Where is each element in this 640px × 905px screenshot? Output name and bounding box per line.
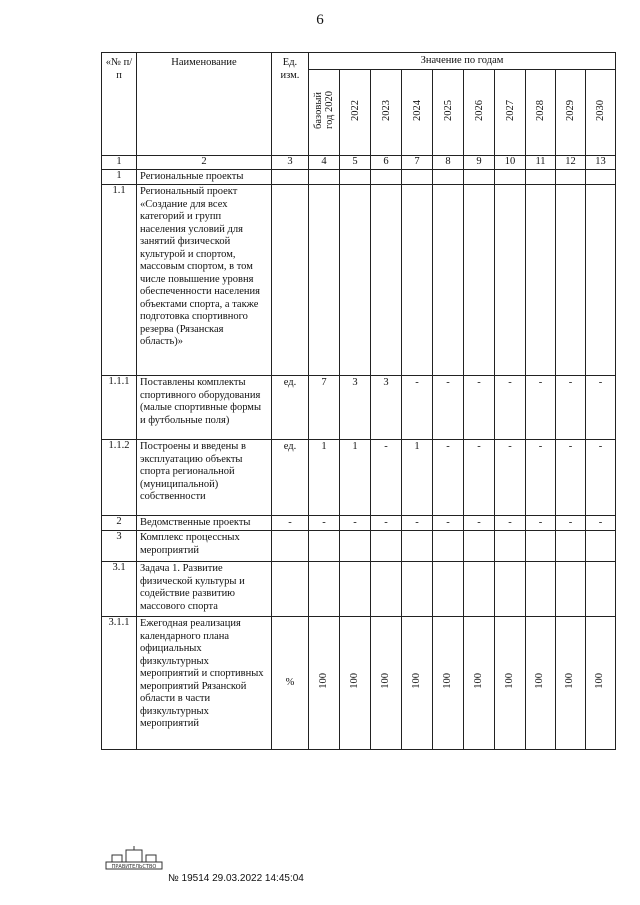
row-unit: - (272, 516, 309, 531)
row-unit (272, 170, 309, 185)
row-value: - (464, 516, 495, 531)
header-year-3: 2024 (402, 70, 433, 156)
header-row-1 (102, 53, 616, 70)
header-year-2: 2023 (371, 70, 402, 156)
row-name: Поставлены комплекты спортивного оборудования (малые спортивные формы и футбольные поля) (137, 376, 272, 440)
government-seal-icon (104, 846, 164, 872)
row-value: 3 (371, 376, 402, 440)
row-value (464, 170, 495, 185)
header-year-1: 2022 (340, 70, 371, 156)
row-value: - (402, 516, 433, 531)
row-value: 100 (464, 617, 495, 750)
row-value (526, 531, 556, 562)
row-value: - (433, 376, 464, 440)
row-value (586, 562, 616, 617)
row-number: 3 (102, 531, 137, 562)
header-num: «№ п/п (102, 53, 137, 156)
row-value: 100 (495, 617, 526, 750)
seal-stamp (104, 846, 164, 877)
row-value (526, 185, 556, 376)
header-unit: Ед. изм. (272, 53, 309, 156)
column-number: 1 (102, 156, 137, 170)
row-unit (272, 185, 309, 376)
row-value (526, 170, 556, 185)
row-value (433, 531, 464, 562)
row-name: Ведомственные проекты (137, 516, 272, 531)
row-value: - (402, 376, 433, 440)
row-value (340, 170, 371, 185)
row-unit: ед. (272, 440, 309, 516)
column-number: 3 (272, 156, 309, 170)
row-value: - (371, 516, 402, 531)
row-value: 100 (371, 617, 402, 750)
page-number: 6 (316, 12, 324, 28)
column-number: 10 (495, 156, 526, 170)
column-number: 8 (433, 156, 464, 170)
header-year-5: 2026 (464, 70, 495, 156)
row-name: Региональный проект «Создание для всех категорий и групп населения условий для занятий физической культурой и спортом, массовым спортом, в том числе повышение уровня обеспеченности населения объектами спорта, а также подготовка спортивного резерва (Рязанская область)» (137, 185, 272, 376)
table-row (102, 617, 616, 750)
header-year-8: 2029 (556, 70, 586, 156)
table-row (102, 516, 616, 531)
column-number: 2 (137, 156, 272, 170)
header-year-7: 2028 (526, 70, 556, 156)
row-value (586, 170, 616, 185)
row-value: 100 (402, 617, 433, 750)
row-value: - (433, 440, 464, 516)
row-value (402, 170, 433, 185)
header-year-6: 2027 (495, 70, 526, 156)
row-number: 1.1.1 (102, 376, 137, 440)
row-value: 100 (556, 617, 586, 750)
row-value (371, 562, 402, 617)
row-value: 100 (340, 617, 371, 750)
row-number: 1 (102, 170, 137, 185)
row-value (402, 531, 433, 562)
row-value: - (586, 516, 616, 531)
row-unit (272, 531, 309, 562)
row-value: - (556, 440, 586, 516)
row-value (586, 531, 616, 562)
table-row (102, 185, 616, 376)
row-value: - (371, 440, 402, 516)
row-value: - (586, 376, 616, 440)
svg-text:ПРАВИТЕЛЬСТВО: ПРАВИТЕЛЬСТВО (111, 864, 157, 870)
row-value: - (526, 376, 556, 440)
table-row (102, 376, 616, 440)
row-unit (272, 562, 309, 617)
row-value: - (556, 376, 586, 440)
row-number: 1.1 (102, 185, 137, 376)
row-value (309, 531, 340, 562)
row-value: 1 (402, 440, 433, 516)
row-value (340, 185, 371, 376)
row-value: 1 (309, 440, 340, 516)
row-value (526, 562, 556, 617)
row-value: - (433, 516, 464, 531)
header-year-4: 2025 (433, 70, 464, 156)
row-value (371, 185, 402, 376)
row-value (433, 562, 464, 617)
header-year-0: базовый год 2020 (309, 70, 340, 156)
row-value (433, 185, 464, 376)
column-number: 12 (556, 156, 586, 170)
row-number: 3.1.1 (102, 617, 137, 750)
column-number: 4 (309, 156, 340, 170)
row-value: - (556, 516, 586, 531)
row-value: - (464, 440, 495, 516)
row-value (586, 185, 616, 376)
row-unit: % (272, 617, 309, 750)
header-year-9: 2030 (586, 70, 616, 156)
row-value (495, 185, 526, 376)
table-row (102, 562, 616, 617)
header-values: Значение по годам (309, 53, 616, 70)
row-value (340, 531, 371, 562)
row-name: Ежегодная реализация календарного плана официальных физкультурных мероприятий и спортивных мероприятий Рязанской области в части физкультурных мероприятий (137, 617, 272, 750)
row-value (556, 185, 586, 376)
column-number: 13 (586, 156, 616, 170)
column-number-row (102, 156, 616, 170)
row-name: Построены и введены в эксплуатацию объекты спорта региональной (муниципальной) собственности (137, 440, 272, 516)
row-value: - (586, 440, 616, 516)
row-value: 7 (309, 376, 340, 440)
row-number: 3.1 (102, 562, 137, 617)
table-row (102, 440, 616, 516)
column-number: 11 (526, 156, 556, 170)
registration-stamp: № 19514 29.03.2022 14:45:04 (168, 873, 304, 884)
row-unit: ед. (272, 376, 309, 440)
table-row (102, 170, 616, 185)
indicators-table (101, 52, 616, 750)
row-value (371, 170, 402, 185)
row-value: - (495, 516, 526, 531)
row-value (556, 170, 586, 185)
row-value: - (309, 516, 340, 531)
row-value (464, 562, 495, 617)
row-value: 1 (340, 440, 371, 516)
row-value: - (526, 516, 556, 531)
row-value (464, 531, 495, 562)
row-value: 3 (340, 376, 371, 440)
row-number: 2 (102, 516, 137, 531)
row-value (402, 185, 433, 376)
row-name: Комплекс процессных мероприятий (137, 531, 272, 562)
column-number: 7 (402, 156, 433, 170)
row-value: - (495, 440, 526, 516)
column-number: 9 (464, 156, 495, 170)
row-value (402, 562, 433, 617)
row-value (433, 170, 464, 185)
row-number: 1.1.2 (102, 440, 137, 516)
row-name: Региональные проекты (137, 170, 272, 185)
row-value: 100 (586, 617, 616, 750)
header-name: Наименование (137, 53, 272, 156)
row-value (556, 562, 586, 617)
row-value (309, 562, 340, 617)
column-number: 6 (371, 156, 402, 170)
table-row (102, 531, 616, 562)
row-value: - (464, 376, 495, 440)
row-value (495, 531, 526, 562)
row-value (495, 170, 526, 185)
column-number: 5 (340, 156, 371, 170)
row-value (556, 531, 586, 562)
row-value (340, 562, 371, 617)
row-value (309, 170, 340, 185)
row-value: 100 (433, 617, 464, 750)
row-value: 100 (526, 617, 556, 750)
row-value: 100 (309, 617, 340, 750)
row-name: Задача 1. Развитие физической культуры и содействие развитию массового спорта (137, 562, 272, 617)
row-value (371, 531, 402, 562)
row-value: - (526, 440, 556, 516)
row-value (495, 562, 526, 617)
row-value: - (340, 516, 371, 531)
row-value (309, 185, 340, 376)
row-value (464, 185, 495, 376)
row-value: - (495, 376, 526, 440)
